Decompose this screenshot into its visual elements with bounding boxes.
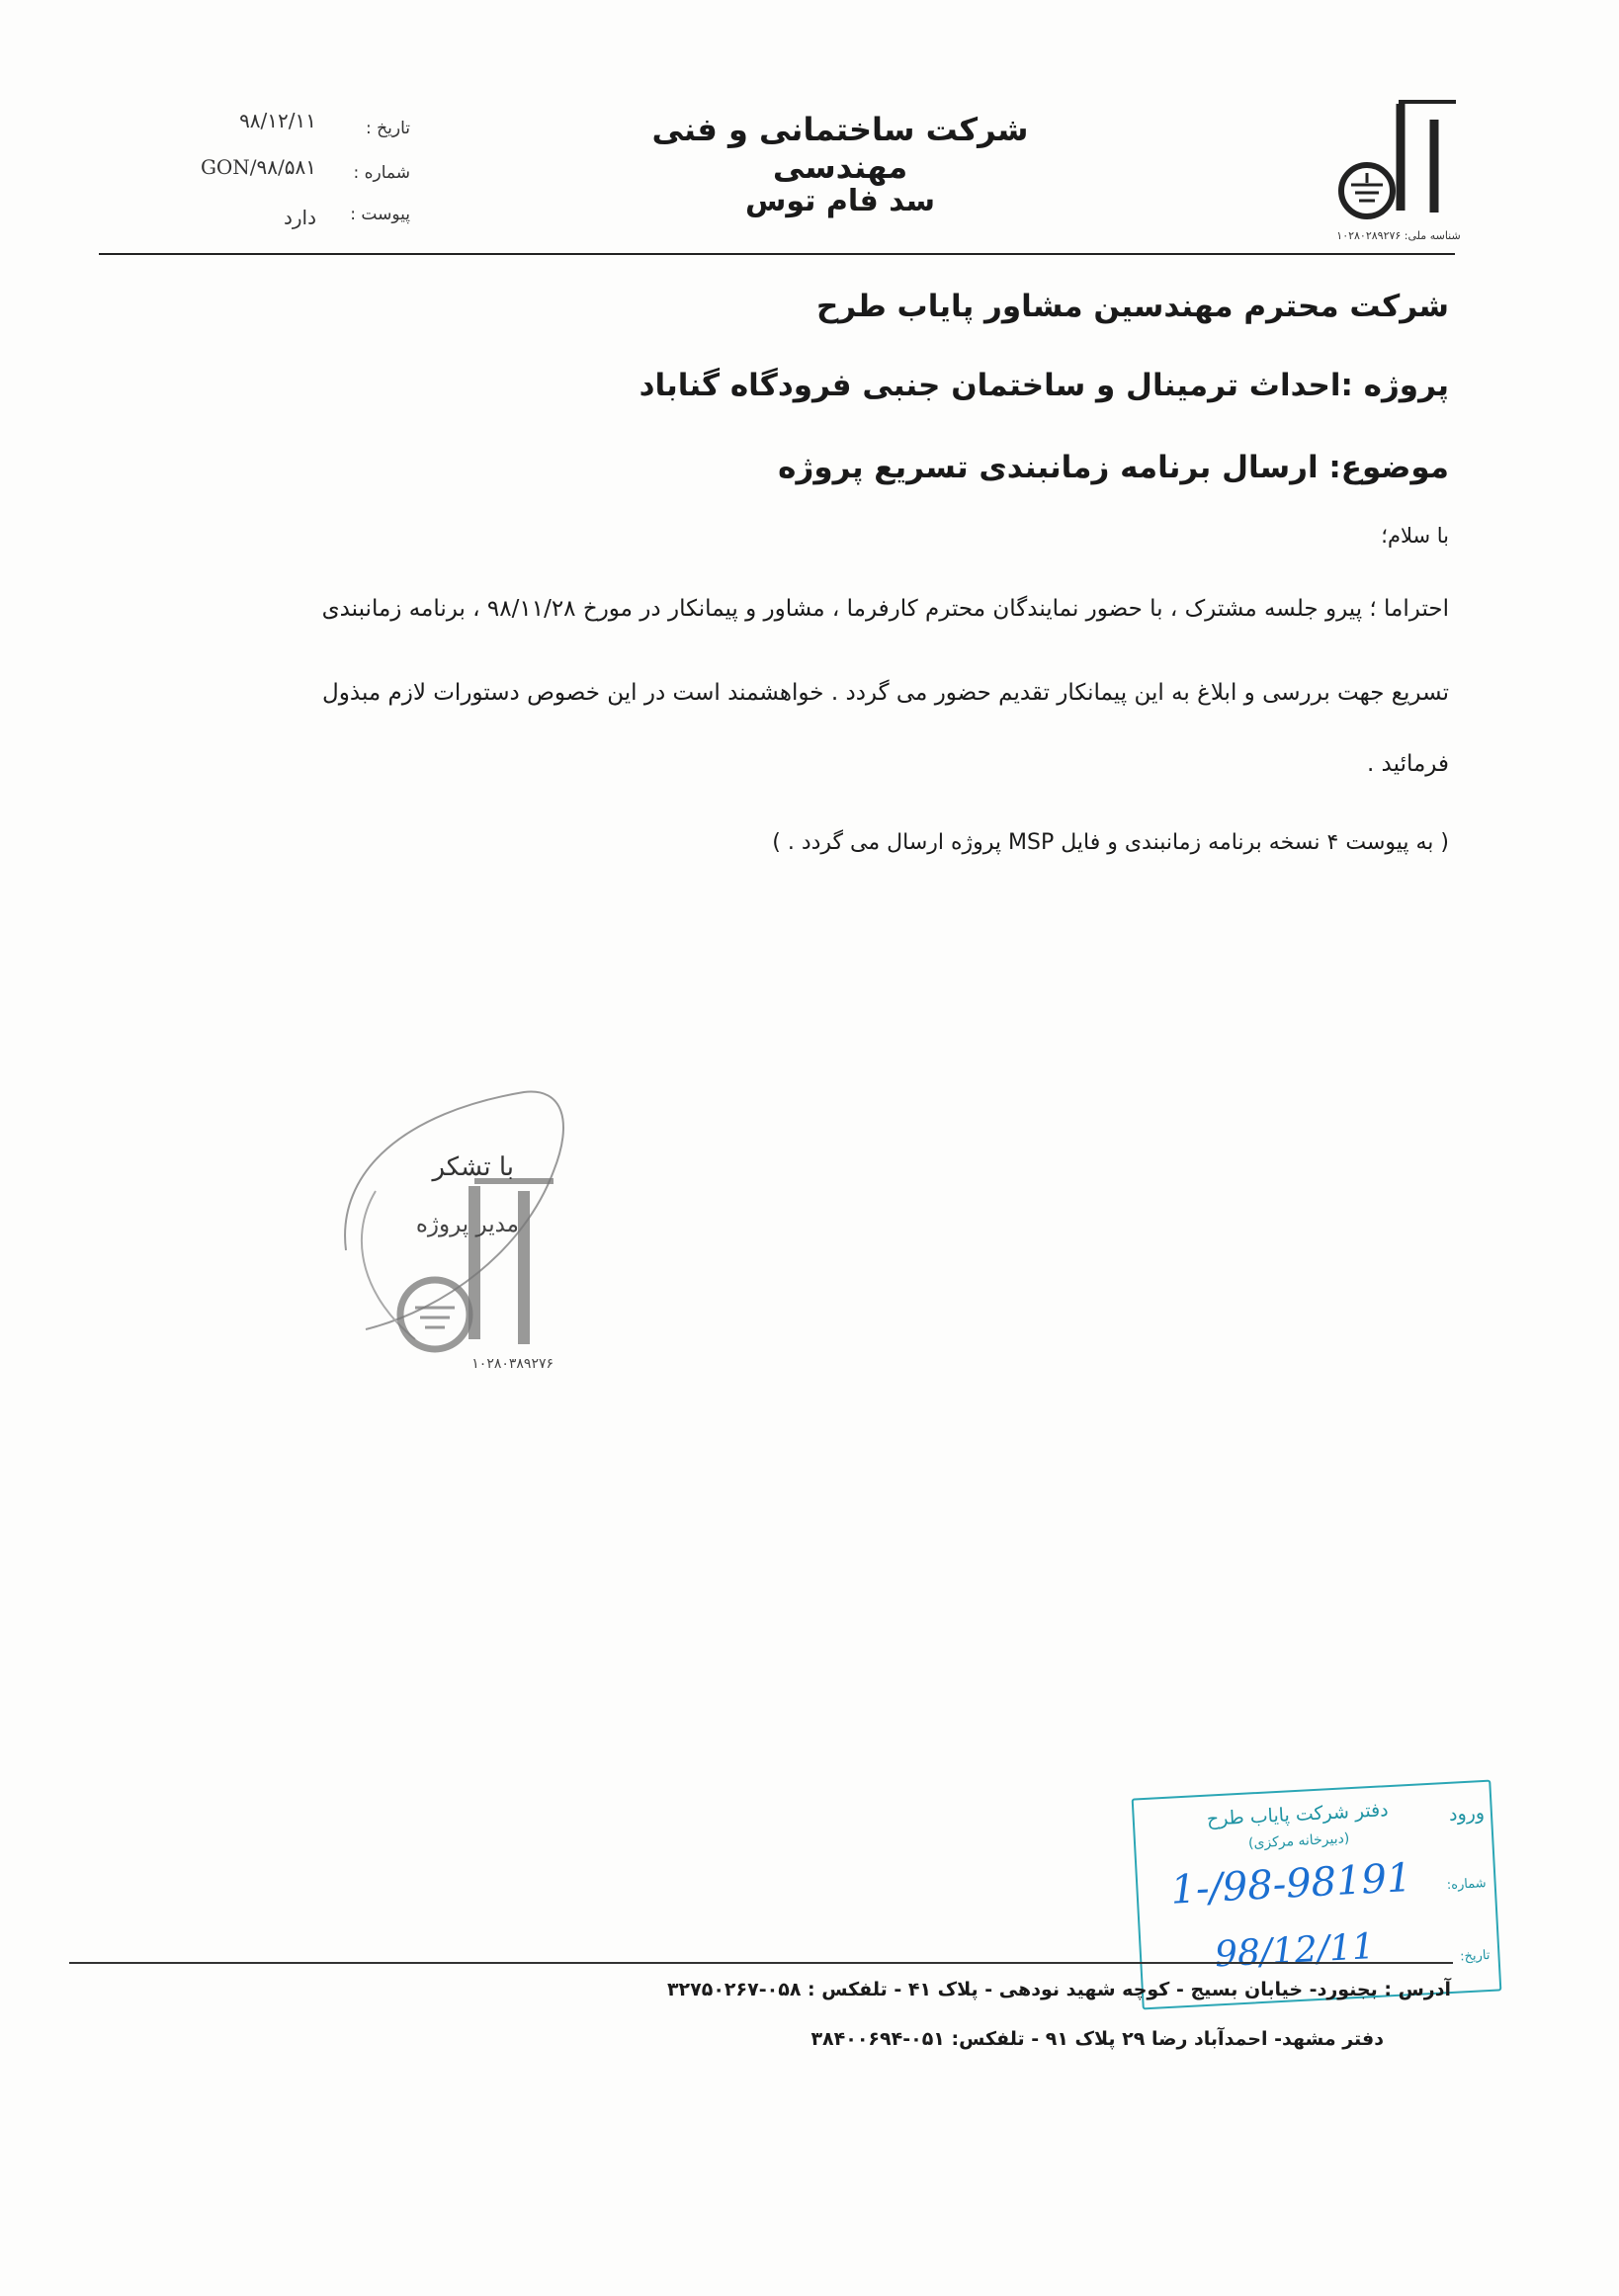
paragraph-line: فرمائید .: [1366, 751, 1449, 777]
stamp-date-label: تاریخ:: [1459, 1947, 1491, 1965]
company-name: شرکت ساختمانی و فنی مهندسی: [651, 111, 1029, 186]
paragraph-line: تسریع جهت بررسی و ابلاغ به این پیمانکار تقدیم حضور می گردد . خواهشمند است در این خصوص دستورات لازم مبذول: [322, 680, 1449, 706]
stamp-company: دفتر شرکت پایاب طرح: [1206, 1799, 1390, 1830]
date-label: تاریخ :: [366, 119, 410, 138]
footer-address: آدرس : بجنورد- خیابان بسیج - کوچه شهید نودهی - پلاک ۴۱ - تلفکس : ۰۵۸-۳۲۷۵۰۲۶۷: [666, 1979, 1451, 2000]
project-line: پروژه :احداث ترمینال و ساختمان جنبی فرودگاه گناباد: [639, 368, 1449, 403]
paragraph-line: احتراما ؛ پیرو جلسه مشترک ، با حضور نمایندگان محترم کارفرما ، مشاور و پیمانکار در مورخ ۹۸/۱۱/۲۸ ، برنامه زمانبندی: [321, 596, 1449, 622]
date-value: ۹۸/۱۲/۱۱: [239, 109, 316, 132]
greeting: با سلام؛: [1381, 524, 1449, 548]
project-name: سد فام توس: [744, 184, 936, 218]
logo-registration-text: شناسه ملی: ۱۰۲۸۰۲۸۹۲۷۶: [1336, 229, 1461, 242]
recipient-line: شرکت محترم مهندسین مشاور پایاب طرح: [815, 289, 1449, 324]
attachment-value: دارد: [283, 206, 316, 229]
attachment-note: ( به پیوست ۴ نسخه برنامه زمانبندی و فایل MSP پروژه ارسال می گردد . ): [772, 830, 1449, 855]
seal-number: ۱۰۲۸۰۳۸۹۲۷۶: [471, 1356, 554, 1372]
signature-title: مدیر پروژه: [415, 1212, 519, 1237]
number-label: شماره :: [353, 163, 410, 183]
letter-number-value: GON/۹۸/۵۸۱: [200, 155, 316, 179]
signature-thanks: با تشکر: [432, 1152, 514, 1182]
stamp-handwritten-number: 1-/98-98191: [1169, 1854, 1413, 1913]
header-divider: [99, 253, 1455, 255]
stamp-office: (دبیرخانه مرکزی): [1247, 1830, 1350, 1852]
stamp-handwritten-date: 98/12/11: [1214, 1926, 1376, 1976]
footer-divider: [69, 1962, 1453, 1964]
company-logo-icon: [1329, 94, 1463, 242]
stamp-in-label: ورود: [1448, 1802, 1486, 1826]
subject-line: موضوع: ارسال برنامه زمانبندی تسریع پروژه: [778, 450, 1449, 485]
footer-office: دفتر مشهد- احمدآباد رضا ۲۹ پلاک ۹۱ - تلفکس: ۰۵۱-۳۸۴۰۰۶۹۴: [810, 2028, 1384, 2050]
stamp-number-label: شماره:: [1446, 1876, 1488, 1894]
attachment-label: پیوست :: [350, 205, 410, 224]
received-stamp: [1132, 1780, 1502, 2010]
